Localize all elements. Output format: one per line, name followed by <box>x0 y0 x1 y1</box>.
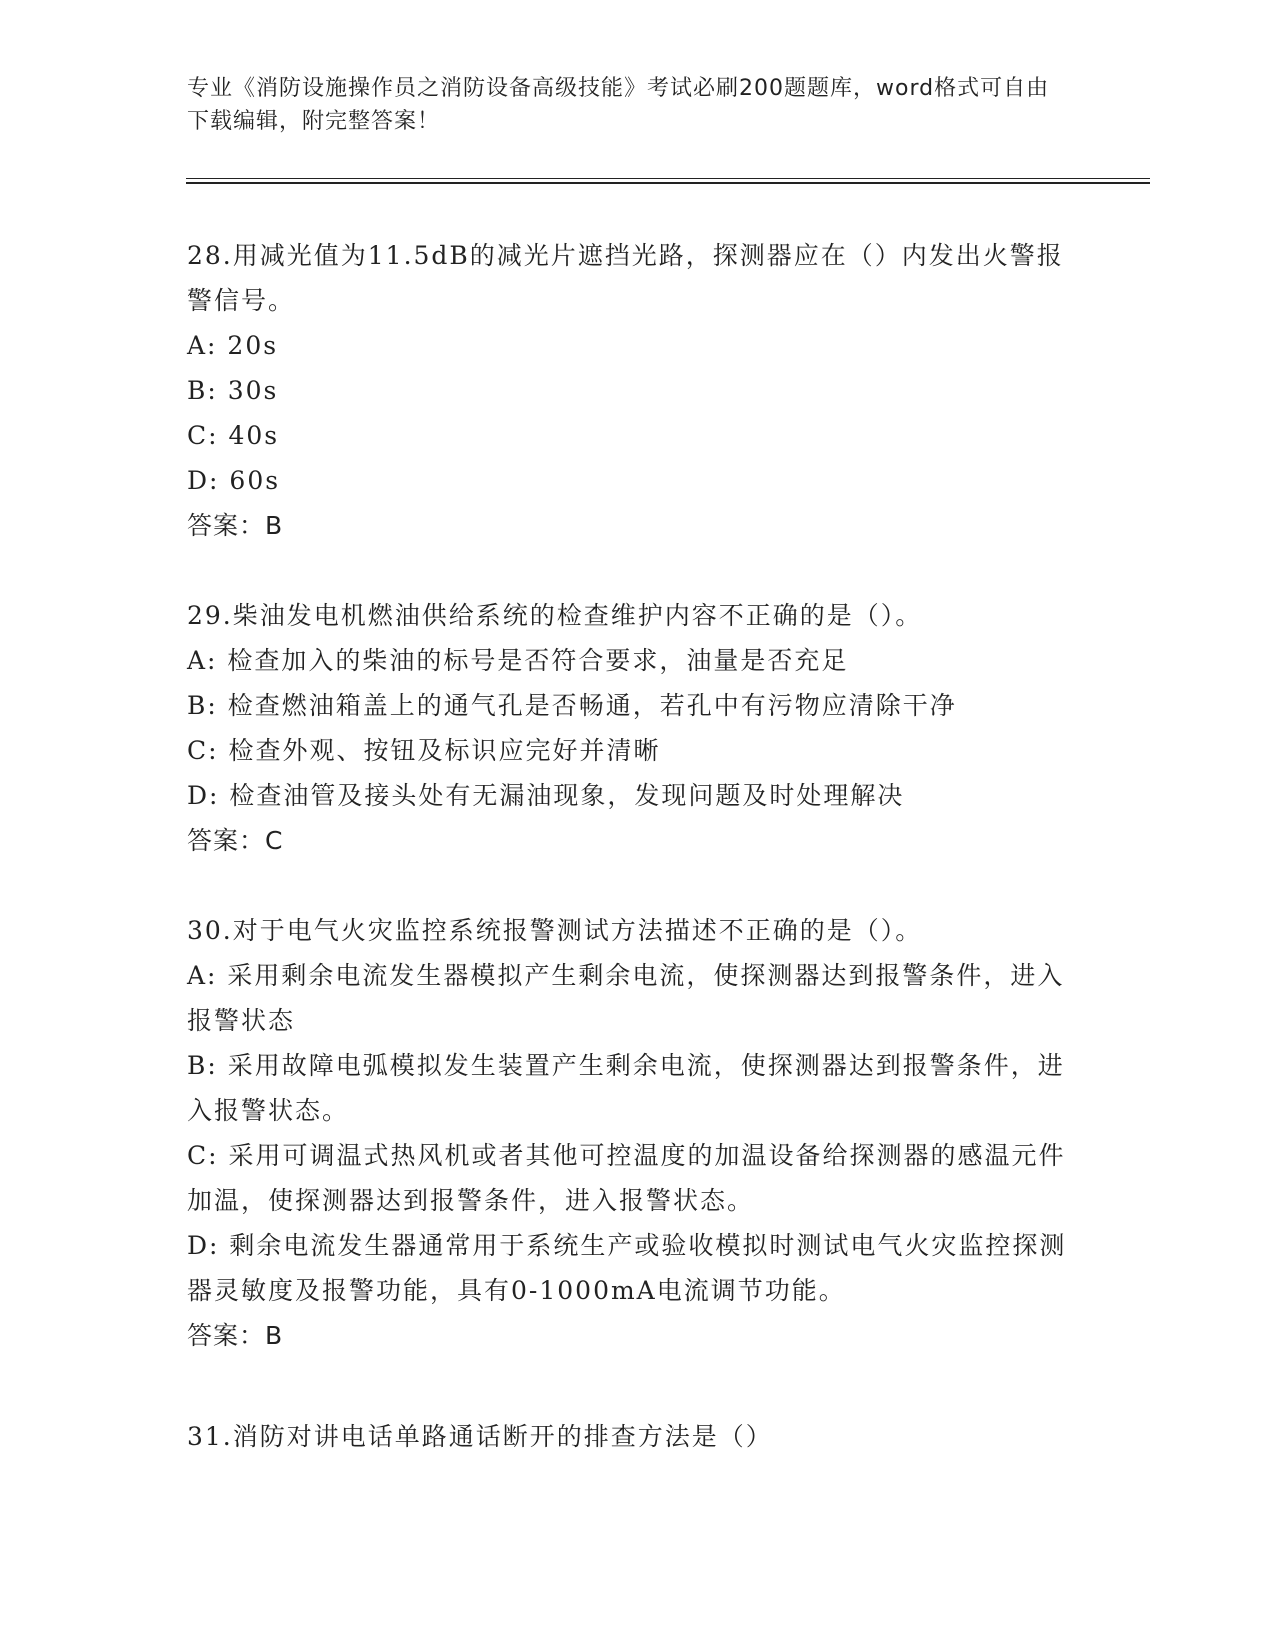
header-divider-thick <box>186 182 1150 184</box>
option-b: B: 采用故障电弧模拟发生装置产生剩余电流，使探测器达到报警条件，进入报警状态。 <box>187 1051 1065 1125</box>
option-a: A: 采用剩余电流发生器模拟产生剩余电流，使探测器达到报警条件，进入报警状态 <box>187 961 1065 1035</box>
answer-label: 答案：C <box>187 826 284 855</box>
question-stem: 28.用减光值为11.5dB的减光片遮挡光路，探测器应在（）内发出火警报警信号。 <box>187 241 1064 315</box>
question-stem: 30.对于电气火灾监控系统报警测试方法描述不正确的是（）。 <box>187 916 923 945</box>
question-stem: 29.柴油发电机燃油供给系统的检查维护内容不正确的是（）。 <box>187 601 923 630</box>
question-28 <box>187 233 1087 548</box>
header-divider-thin <box>186 178 1150 179</box>
question-29 <box>187 593 1087 863</box>
question-spacer <box>187 548 1087 593</box>
option-d: D: 检查油管及接头处有无漏油现象，发现问题及时处理解决 <box>187 781 905 810</box>
option-c: C: 采用可调温式热风机或者其他可控温度的加温设备给探测器的感温元件加温，使探测器达到报警条件，进入报警状态。 <box>187 1141 1066 1215</box>
option-c: C: 40s <box>187 421 280 450</box>
answer-label: 答案：B <box>187 511 284 540</box>
option-a: A: 20s <box>187 331 279 360</box>
question-list <box>187 233 1087 1459</box>
option-a: A: 检查加入的柴油的标号是否符合要求，油量是否充足 <box>187 646 849 675</box>
answer-label: 答案：B <box>187 1321 284 1350</box>
option-b: B: 检查燃油箱盖上的通气孔是否畅通，若孔中有污物应清除干净 <box>187 691 957 720</box>
question-spacer <box>187 863 1087 908</box>
option-b: B: 30s <box>187 376 279 405</box>
option-c: C: 检查外观、按钮及标识应完好并清晰 <box>187 736 661 765</box>
question-31 <box>187 1414 1087 1459</box>
option-d: D: 60s <box>187 466 281 495</box>
header-text: 专业《消防设施操作员之消防设备高级技能》考试必刷200题题库，word格式可自由下载编辑，附完整答案！ <box>187 76 1050 134</box>
option-d: D: 剩余电流发生器通常用于系统生产或验收模拟时测试电气火灾监控探测器灵敏度及报警功能，具有0-1000mA电流调节功能。 <box>187 1231 1067 1305</box>
question-30 <box>187 908 1087 1358</box>
document-header <box>187 72 1067 138</box>
question-spacer <box>187 1358 1087 1414</box>
question-stem: 31.消防对讲电话单路通话断开的排查方法是（） <box>187 1422 773 1451</box>
